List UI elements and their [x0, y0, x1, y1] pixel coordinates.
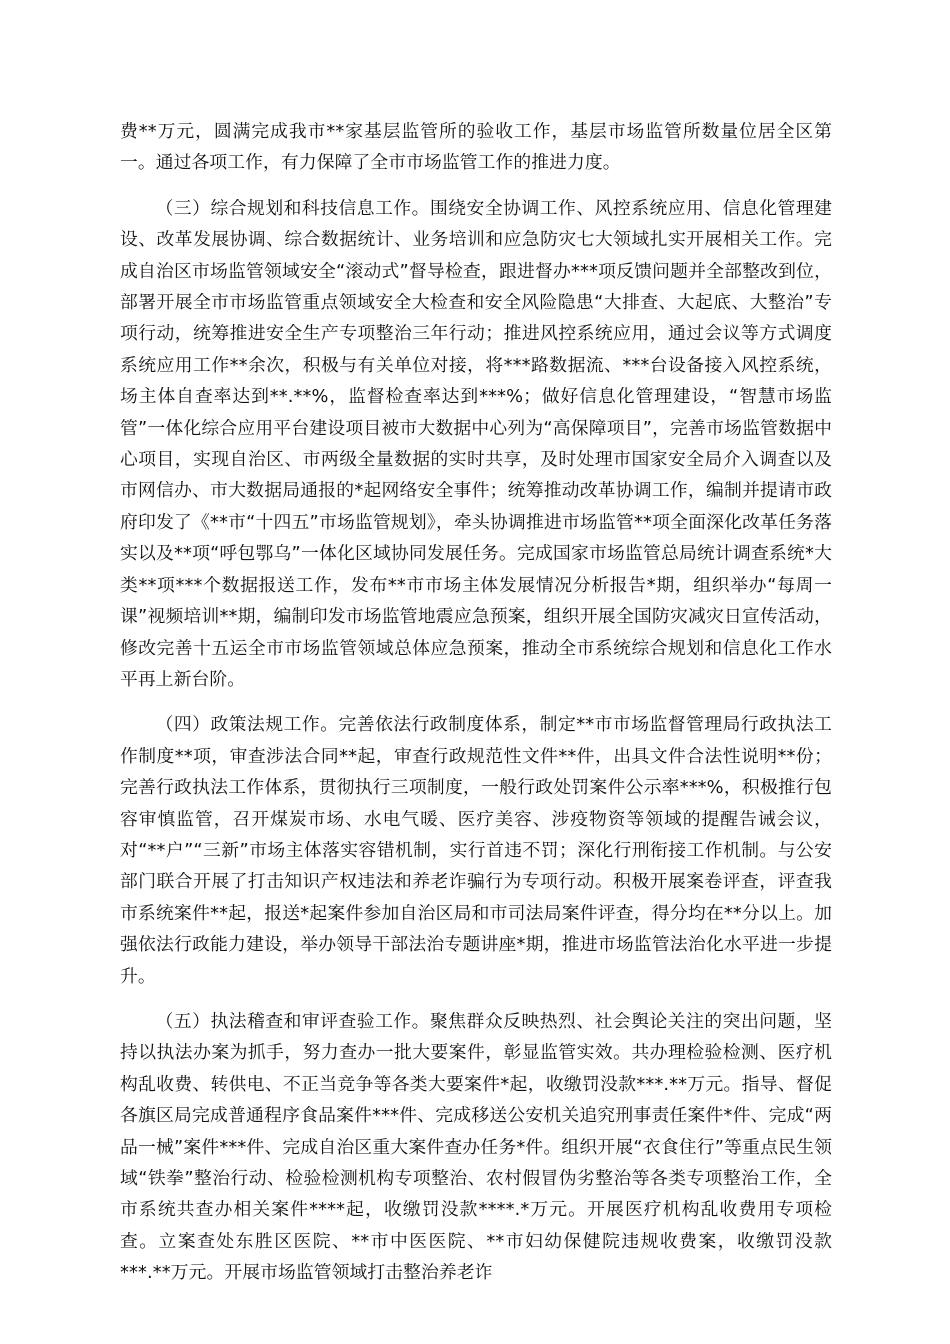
paragraph-section-4-policy-law: （四）政策法规工作。完善依法行政制度体系，制定**市市场监督管理局行政执法工作制度**项，审查涉法合同**起，审查行政规范性文件**件，出具文件合法性说明**份；完善行政执法工作体系，贯彻执行三项制度，一般行政处罚案件公示率***%，积极推行包容审慎监管，召开煤炭市场、水电气暖、医疗美容、涉疫物资等领域的提醒告诫会议，对“**户”“三新”市场主体落实容错机制，实行首违不罚；深化行刑衔接工作机制。与公安部门联合开展了打击知识产权违法和养老诈骗行为专项行动。积极开展案卷评查，评查我市系统案件**起，报送*起案件参加自治区局和市司法局案件评查，得分均在**分以上。加强依法行政能力建设，举办领导干部法治专题讲座*期，推进市场监管法治化水平进一步提升。 — [120, 714, 832, 987]
paragraph-section-3-planning-it: （三）综合规划和科技信息工作。围绕安全协调工作、风控系统应用、信息化管理建设、改革发展协调、综合数据统计、业务培训和应急防灾七大领域扎实开展相关工作。完成自治区市场监管领域安全“滚动式”督导检查，跟进督办***项反馈问题并全部整改到位，部署开展全市市场监管重点领域安全大检查和安全风险隐患“大排查、大起底、大整治”专项行动，统筹推进安全生产专项整治三年行动；推进风控系统应用，通过会议等方式调度系统应用工作**余次，积极与有关单位对接，将***路数据流、***台设备接入风控系统，场主体自查率达到**.**%，监督检查率达到***%；做好信息化管理建设，“智慧市场监管”一体化综合应用平台建设项目被市大数据中心列为“高保障项目”，完善市场监管数据中心项目，实现自治区、市两级全量数据的实时共享，及时处理市国家安全局介入调查以及市网信办、市大数据局通报的*起网络安全事件；统筹推动改革协调工作，编制并提请市政府印发了《**市“十四五”市场监管规划》，牵头协调推进市场监管**项全面深化改革任务落实以及**项“呼包鄂乌”一体化区域协同发展任务。完成国家市场监管总局统计调查系统*大类**项***个数据报送工作，发布**市市场主体发展情况分析报告*期，组织举办“每周一课”视频培训**期，编制印发市场监管地震应急预案，组织开展全国防灾减灾日宣传活动，修改完善十五运全市市场监管领域总体应急预案，推动全市系统综合规划和信息化工作水平再上新台阶。 — [120, 197, 832, 690]
document-body — [120, 116, 832, 1303]
paragraph-section-5-enforcement: （五）执法稽查和审评查验工作。聚焦群众反映热烈、社会舆论关注的突出问题，坚持以执法办案为抓手，努力查办一批大要案件，彰显监管实效。共办理检验检测、医疗机构乱收费、转供电、不正当竞争等各类大要案件*起，收缴罚没款***.**万元。指导、督促各旗区局完成普通程序食品案件***件、完成移送公安机关追究刑事责任案件*件、完成“两品一械”案件***件、完成自治区重大案件查办任务*件。组织开展“衣食住行”等重点民生领域“铁拳”整治行动、检验检测机构专项整治、农村假冒伪劣整治等各类专项整治工作，全市系统共查办相关案件****起，收缴罚没款****.*万元。开展医疗机构乱收费用专项检查。立案查处东胜区医院、**市中医医院、**市妇幼保健院违规收费案，收缴罚没款***.**万元。开展市场监管领域打击整治养老诈 — [120, 1010, 832, 1284]
paragraph-continuation: 费**万元，圆满完成我市**家基层监管所的验收工作，基层市场监管所数量位居全区第一。通过各项工作，有力保障了全市市场监管工作的推进力度。 — [120, 121, 832, 174]
